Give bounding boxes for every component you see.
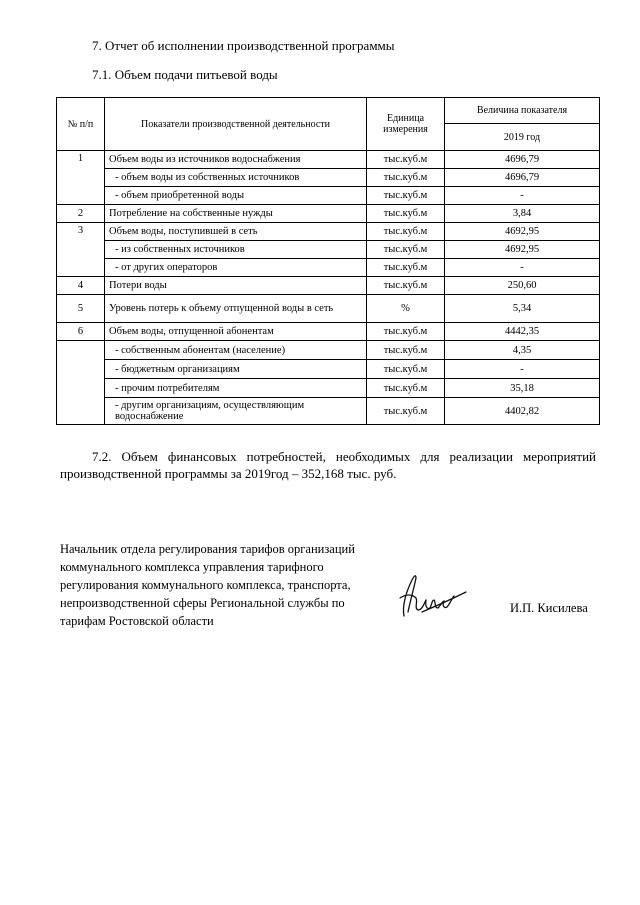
- row-unit: тыс.куб.м: [367, 259, 445, 277]
- table-row: [57, 259, 600, 277]
- table-row: [57, 295, 600, 323]
- row-unit: тыс.куб.м: [367, 151, 445, 169]
- table-row: [57, 341, 600, 360]
- row-value: 4696,79: [445, 169, 600, 187]
- row-num: 1: [57, 151, 105, 205]
- header-num: № п/п: [57, 98, 105, 151]
- row-unit: тыс.куб.м: [367, 323, 445, 341]
- row-unit: тыс.куб.м: [367, 277, 445, 295]
- row-value: 4692,95: [445, 241, 600, 259]
- table-row: [57, 169, 600, 187]
- header-unit: Единица измерения: [367, 98, 445, 151]
- row-num-empty: [57, 341, 105, 425]
- header-year: 2019 год: [445, 124, 600, 151]
- row-indicator: Потребление на собственные нужды: [105, 205, 367, 223]
- section-7-2-paragraph: 7.2. Объем финансовых потребностей, необходимых для реализации мероприятий производственной программы за 2019год – 352,168 тыс. руб.: [60, 449, 596, 481]
- row-unit: тыс.куб.м: [367, 379, 445, 398]
- table-row: [57, 398, 600, 425]
- row-value: 250,60: [445, 277, 600, 295]
- table-row: [57, 379, 600, 398]
- row-indicator: Объем воды, отпущенной абонентам: [105, 323, 367, 341]
- handwritten-signature: [392, 568, 472, 620]
- row-unit: тыс.куб.м: [367, 187, 445, 205]
- row-indicator: Уровень потерь к объему отпущенной воды в сеть: [105, 295, 367, 323]
- row-indicator: Потери воды: [105, 277, 367, 295]
- row-unit: тыс.куб.м: [367, 360, 445, 379]
- row-value: 4696,79: [445, 151, 600, 169]
- signatory-position: [60, 540, 355, 630]
- row-value: 4402,82: [445, 398, 600, 425]
- signatory-position-line: непроизводственной сферы Региональной службы по: [60, 596, 345, 610]
- table-row: [57, 241, 600, 259]
- header-indicator: Показатели производственной деятельности: [105, 98, 367, 151]
- row-num: 2: [57, 205, 105, 223]
- row-value: 4692,95: [445, 223, 600, 241]
- row-value: 35,18: [445, 379, 600, 398]
- table-row: [57, 223, 600, 241]
- row-unit: тыс.куб.м: [367, 241, 445, 259]
- row-indicator: - прочим потребителям: [105, 379, 367, 398]
- row-unit: %: [367, 295, 445, 323]
- row-value: -: [445, 187, 600, 205]
- row-indicator: - собственным абонентам (население): [105, 341, 367, 360]
- row-unit: тыс.куб.м: [367, 169, 445, 187]
- row-indicator: - объем воды из собственных источников: [105, 169, 367, 187]
- row-value: -: [445, 259, 600, 277]
- row-indicator: - объем приобретенной воды: [105, 187, 367, 205]
- table-row: [57, 277, 600, 295]
- row-value: 4442,35: [445, 323, 600, 341]
- section-7-heading: 7. Отчет об исполнении производственной программы: [92, 38, 395, 53]
- table-row: [57, 187, 600, 205]
- row-indicator: - другим организациям, осуществляющим водоснабжение: [105, 398, 367, 425]
- row-indicator: Объем воды из источников водоснабжения: [105, 151, 367, 169]
- row-unit: тыс.куб.м: [367, 341, 445, 360]
- row-indicator: - от других операторов: [105, 259, 367, 277]
- signatory-name: И.П. Кисилева: [510, 601, 588, 615]
- row-num: 6: [57, 323, 105, 341]
- row-indicator: - бюджетным организациям: [105, 360, 367, 379]
- header-value-group: Величина показателя: [445, 98, 600, 124]
- row-num: 3: [57, 223, 105, 277]
- signatory-position-line: тарифам Ростовской области: [60, 614, 214, 628]
- row-unit: тыс.куб.м: [367, 205, 445, 223]
- row-unit: тыс.куб.м: [367, 398, 445, 425]
- signatory-position-line: регулирования коммунального комплекса, транспорта,: [60, 578, 351, 592]
- table-row: [57, 323, 600, 341]
- row-value: 5,34: [445, 295, 600, 323]
- row-indicator: Объем воды, поступившей в сеть: [105, 223, 367, 241]
- water-supply-table: [56, 97, 600, 425]
- row-unit: тыс.куб.м: [367, 223, 445, 241]
- row-num: 5: [57, 295, 105, 323]
- signatory-position-line: коммунального комплекса управления тарифного: [60, 560, 324, 574]
- signatory-position-line: Начальник отдела регулирования тарифов организаций: [60, 542, 355, 556]
- row-num: 4: [57, 277, 105, 295]
- table-row: [57, 360, 600, 379]
- table-row: [57, 205, 600, 223]
- row-value: 3,84: [445, 205, 600, 223]
- row-indicator: - из собственных источников: [105, 241, 367, 259]
- section-7-1-heading: 7.1. Объем подачи питьевой воды: [92, 67, 278, 82]
- table-row: [57, 151, 600, 169]
- row-value: 4,35: [445, 341, 600, 360]
- row-value: -: [445, 360, 600, 379]
